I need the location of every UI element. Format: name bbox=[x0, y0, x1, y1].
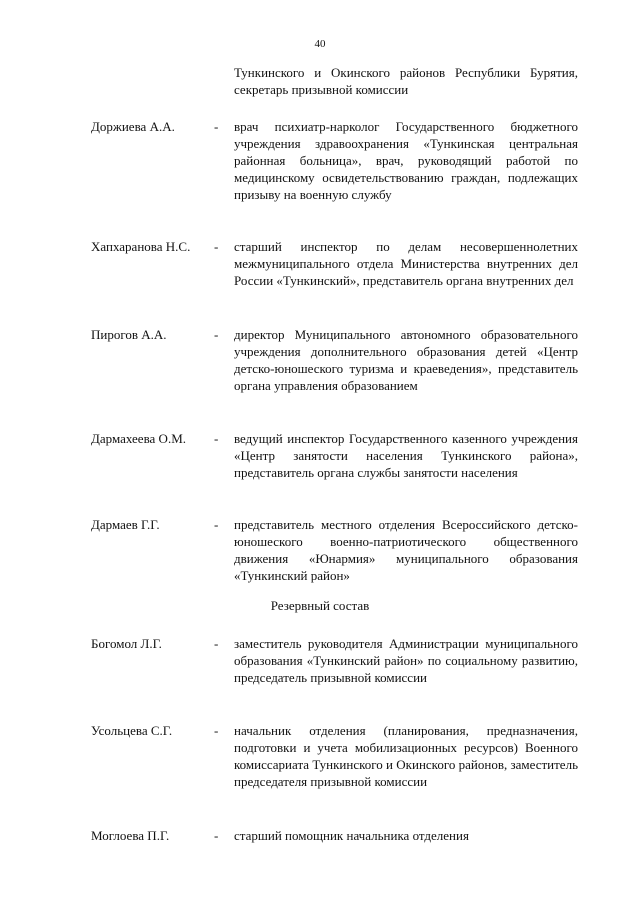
member-name: Дармахеева О.М. bbox=[91, 431, 186, 446]
reserve-name: Моглоева П.Г. bbox=[91, 828, 170, 843]
reserve-description: заместитель руководителя Администрации муниципального образования «Тункинский район» по социальному развитию, председатель призывной комиссии bbox=[234, 636, 578, 685]
member-dash: - bbox=[214, 431, 219, 446]
member-name: Пирогов А.А. bbox=[91, 327, 167, 342]
member-description: представитель местного отделения Всероссийского детско-юношеского военно-патриотического общественного движения «Юнармия» муниципального образования «Тункинский район» bbox=[234, 517, 578, 583]
continuation-text: Тункинского и Окинского районов Республики Бурятия, секретарь призывной комиссии bbox=[234, 65, 578, 97]
reserve-name: Усольцева С.Г. bbox=[91, 723, 173, 738]
member-dash: - bbox=[214, 119, 219, 134]
member-dash: - bbox=[214, 517, 219, 532]
member-description: старший инспектор по делам несовершеннолетних межмуниципального отдела Министерства внутренних дел России «Тункинский», представитель органа внутренних дел bbox=[234, 239, 578, 288]
reserve-name: Богомол Л.Г. bbox=[91, 636, 162, 651]
reserve-dash: - bbox=[214, 828, 219, 843]
reserve-dash: - bbox=[214, 636, 219, 651]
reserve-description: начальник отделения (планирования, предназначения, подготовки и учета мобилизационных ресурсов) Военного комиссариата Тункинского и Окинского районов, заместитель председателя призывной комиссии bbox=[234, 723, 578, 789]
reserve-dash: - bbox=[214, 723, 219, 738]
reserve-section-title: Резервный состав bbox=[270, 598, 370, 613]
page-number: 40 bbox=[314, 38, 326, 50]
member-name: Хапхаранова Н.С. bbox=[91, 239, 191, 254]
member-dash: - bbox=[214, 239, 219, 254]
member-dash: - bbox=[214, 327, 219, 342]
member-name: Доржиева А.А. bbox=[91, 119, 175, 134]
member-description: ведущий инспектор Государственного казенного учреждения «Центр занятости населения Тункинского района», представитель органа службы занятости населения bbox=[234, 431, 578, 480]
member-description: директор Муниципального автономного образовательного учреждения дополнительного образования детей «Центр детско-юношеского туризма и краеведения», представитель органа управления образованием bbox=[234, 327, 578, 393]
reserve-description: старший помощник начальника отделения bbox=[234, 828, 469, 843]
member-description: врач психиатр-нарколог Государственного бюджетного учреждения здравоохранения «Тункинская центральная районная больница», врач, руководящий работой по медицинскому освидетельствованию граждан, подлежащих призыву на военную службу bbox=[234, 119, 578, 202]
member-name: Дармаев Г.Г. bbox=[91, 517, 160, 532]
